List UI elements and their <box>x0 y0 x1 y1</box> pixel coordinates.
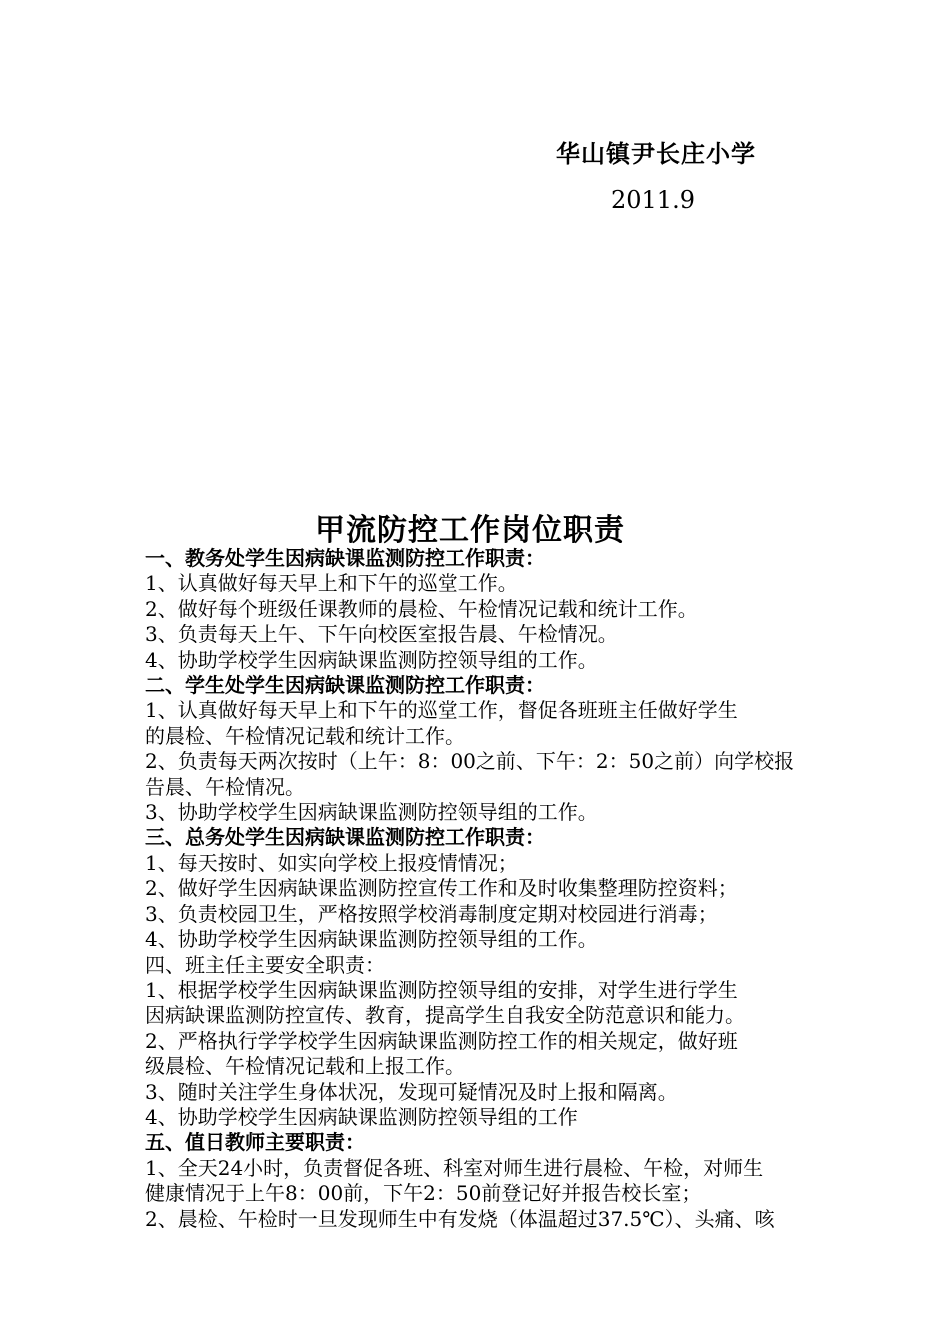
body-line: 的晨检、午检情况记载和统计工作。 <box>145 723 465 748</box>
section-heading: 二、学生处学生因病缺课监测防控工作职责： <box>145 673 545 698</box>
body-line: 1、根据学校学生因病缺课监测防控领导组的安排，对学生进行学生 <box>145 977 738 1002</box>
body-line: 因病缺课监测防控宣传、教育，提高学生自我安全防范意识和能力。 <box>145 1003 745 1028</box>
document-date: 2011.9 <box>611 186 695 214</box>
body-line: 2、做好学生因病缺课监测防控宣传工作和及时收集整理防控资料； <box>145 876 738 901</box>
body-line: 4、协助学校学生因病缺课监测防控领导组的工作。 <box>145 647 598 672</box>
document-title: 甲流防控工作岗位职责 <box>315 513 625 548</box>
section-heading: 五、值日教师主要职责： <box>145 1130 365 1155</box>
body-line: 3、负责校园卫生，严格按照学校消毒制度定期对校园进行消毒； <box>145 901 718 926</box>
document-body <box>145 546 813 1232</box>
body-line: 1、认真做好每天早上和下午的巡堂工作。 <box>145 571 518 596</box>
section-heading: 一、教务处学生因病缺课监测防控工作职责： <box>145 546 545 570</box>
body-line: 2、做好每个班级任课教师的晨检、午检情况记载和统计工作。 <box>145 596 698 621</box>
body-line: 4、协助学校学生因病缺课监测防控领导组的工作。 <box>145 927 598 952</box>
body-line: 四、班主任主要安全职责： <box>145 952 385 977</box>
body-line: 2、严格执行学学校学生因病缺课监测防控工作的相关规定，做好班 <box>145 1028 738 1053</box>
body-line: 2、晨检、午检时一旦发现师生中有发烧（体温超过37.5℃）、头痛、咳 <box>145 1206 775 1231</box>
body-line: 1、认真做好每天早上和下午的巡堂工作，督促各班班主任做好学生 <box>145 698 738 723</box>
body-line: 4、协助学校学生因病缺课监测防控领导组的工作 <box>145 1104 578 1129</box>
body-line: 级晨检、午检情况记载和上报工作。 <box>145 1054 465 1079</box>
school-name: 华山镇尹长庄小学 <box>556 139 756 168</box>
body-line: 告晨、午检情况。 <box>145 774 305 799</box>
body-line: 3、随时关注学生身体状况，发现可疑情况及时上报和隔离。 <box>145 1079 678 1104</box>
body-line: 2、负责每天两次按时（上午：8：00之前、下午：2：50之前）向学校报 <box>145 749 795 774</box>
section-heading: 三、总务处学生因病缺课监测防控工作职责： <box>145 825 545 850</box>
body-line: 3、负责每天上午、下午向校医室报告晨、午检情况。 <box>145 622 618 647</box>
body-line: 健康情况于上午8：00前，下午2：50前登记好并报告校长室； <box>145 1181 702 1206</box>
body-line: 1、每天按时、如实向学校上报疫情情况； <box>145 850 518 875</box>
body-line: 3、协助学校学生因病缺课监测防控领导组的工作。 <box>145 800 598 825</box>
body-line: 1、全天24小时，负责督促各班、科室对师生进行晨检、午检，对师生 <box>145 1155 764 1180</box>
